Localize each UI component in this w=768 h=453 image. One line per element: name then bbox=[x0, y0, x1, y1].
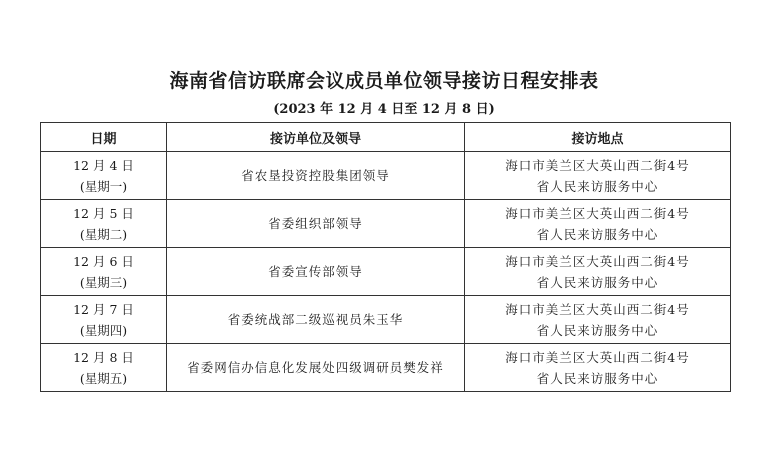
place-name: 省人民来访服务中心 bbox=[536, 226, 659, 242]
unit-cell bbox=[167, 200, 465, 248]
table-row bbox=[41, 152, 731, 200]
date-text: 12 月 5 日 bbox=[73, 205, 134, 221]
unit-cell bbox=[167, 344, 465, 392]
table-body bbox=[41, 152, 731, 392]
table-row bbox=[41, 200, 731, 248]
table-row bbox=[41, 344, 731, 392]
date-cell bbox=[41, 344, 167, 392]
place-cell bbox=[465, 152, 731, 200]
header-unit: 接访单位及领导 bbox=[167, 123, 465, 152]
date-text: 12 月 7 日 bbox=[73, 301, 134, 317]
weekday-text: (星期二) bbox=[79, 226, 128, 242]
place-address: 海口市美兰区大英山西二街4号 bbox=[505, 349, 690, 365]
place-name: 省人民来访服务中心 bbox=[536, 322, 659, 338]
date-cell bbox=[41, 200, 167, 248]
place-name: 省人民来访服务中心 bbox=[536, 178, 659, 194]
place-cell bbox=[465, 296, 731, 344]
table-row bbox=[41, 248, 731, 296]
header-place: 接访地点 bbox=[465, 123, 731, 152]
document-title: 海南省信访联席会议成员单位领导接访日程安排表 bbox=[169, 70, 599, 92]
date-cell bbox=[41, 248, 167, 296]
unit-cell bbox=[167, 248, 465, 296]
date-text: 12 月 4 日 bbox=[73, 157, 134, 173]
place-name: 省人民来访服务中心 bbox=[536, 370, 659, 386]
place-cell bbox=[465, 248, 731, 296]
place-address: 海口市美兰区大英山西二街4号 bbox=[505, 157, 690, 173]
table-header bbox=[41, 123, 731, 152]
unit-text: 省委宣传部领导 bbox=[268, 264, 363, 279]
unit-text: 省委统战部二级巡视员朱玉华 bbox=[227, 312, 404, 327]
document-date-range: (2023 年 12 月 4 日至 12 月 8 日) bbox=[273, 102, 495, 117]
visit-schedule-table bbox=[40, 122, 731, 392]
unit-cell bbox=[167, 152, 465, 200]
weekday-text: (星期四) bbox=[79, 322, 128, 338]
date-text: 12 月 8 日 bbox=[73, 349, 134, 365]
weekday-text: (星期三) bbox=[79, 274, 128, 290]
place-address: 海口市美兰区大英山西二街4号 bbox=[505, 205, 690, 221]
date-cell bbox=[41, 152, 167, 200]
unit-text: 省委网信办信息化发展处四级调研员樊发祥 bbox=[187, 360, 444, 375]
unit-cell bbox=[167, 296, 465, 344]
place-cell bbox=[465, 200, 731, 248]
table-row bbox=[41, 296, 731, 344]
date-text: 12 月 6 日 bbox=[73, 253, 134, 269]
weekday-text: (星期一) bbox=[79, 178, 128, 194]
place-name: 省人民来访服务中心 bbox=[536, 274, 659, 290]
unit-text: 省委组织部领导 bbox=[268, 216, 363, 231]
unit-text: 省农垦投资控股集团领导 bbox=[241, 168, 390, 183]
date-cell bbox=[41, 296, 167, 344]
table-header-row bbox=[41, 123, 731, 152]
place-cell bbox=[465, 344, 731, 392]
place-address: 海口市美兰区大英山西二街4号 bbox=[505, 301, 690, 317]
header-date: 日期 bbox=[41, 123, 167, 152]
place-address: 海口市美兰区大英山西二街4号 bbox=[505, 253, 690, 269]
weekday-text: (星期五) bbox=[79, 370, 128, 386]
